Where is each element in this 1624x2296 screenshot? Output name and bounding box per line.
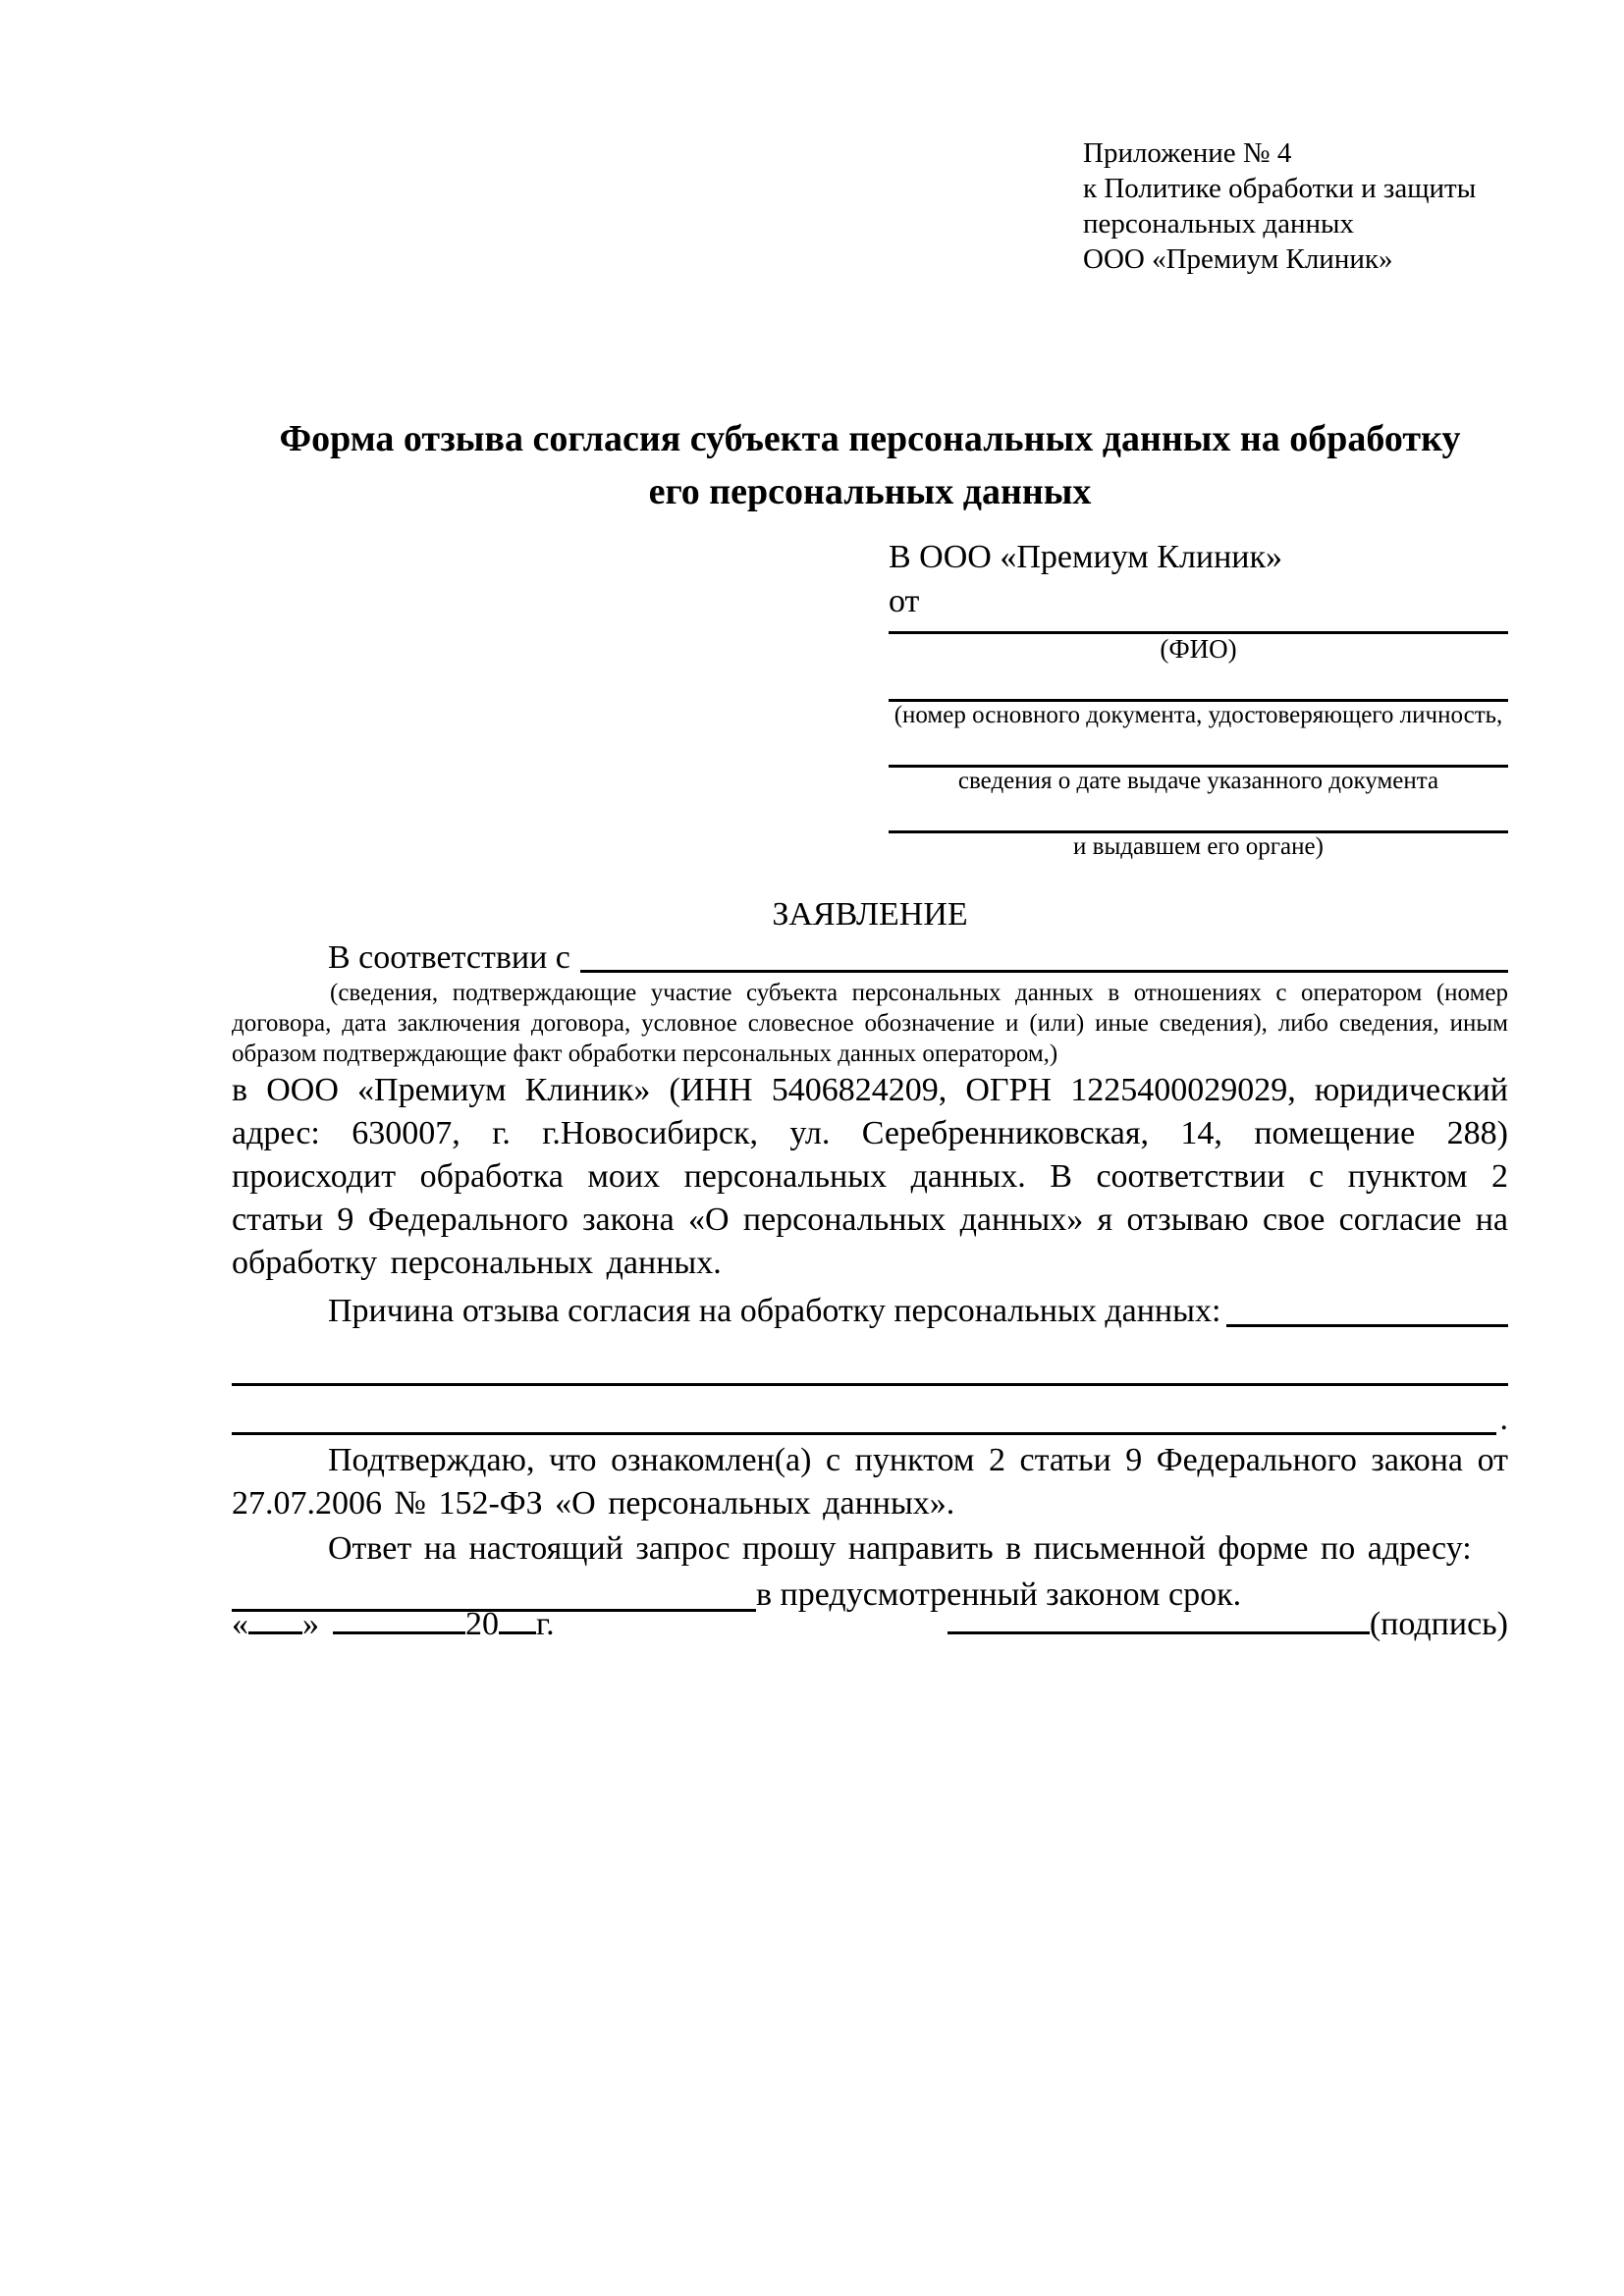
document-number-label: (номер основного документа, удостоверяющего личность, bbox=[893, 702, 1503, 728]
date-close-quote: » bbox=[302, 1606, 319, 1642]
reason-row bbox=[232, 1289, 1508, 1332]
issuing-authority-field bbox=[889, 830, 1508, 861]
appendix-line-1: Приложение № 4 bbox=[1083, 137, 1292, 169]
addressee-block bbox=[889, 535, 1508, 861]
page-title bbox=[232, 412, 1508, 518]
date-month-blank bbox=[333, 1602, 465, 1634]
date-year-suffix: г. bbox=[536, 1606, 555, 1642]
reply-tail: в предусмотренный законом срок. bbox=[756, 1576, 1242, 1613]
page-title-line-1: Форма отзыва согласия субъекта персональных данных на обработку bbox=[279, 418, 1461, 459]
issue-date-field bbox=[889, 765, 1508, 795]
signature-underline bbox=[947, 1602, 1370, 1634]
intro-label: В соответствии с bbox=[328, 939, 570, 976]
reason-underline-2 bbox=[232, 1432, 1496, 1435]
reason-label: Причина отзыва согласия на обработку персональных данных: bbox=[328, 1293, 1221, 1329]
page-title-line-2: его персональных данных bbox=[648, 471, 1092, 512]
statement-heading: ЗАЯВЛЕНИЕ bbox=[772, 896, 968, 933]
date-open-quote: « bbox=[232, 1606, 248, 1642]
appendix-line-3: персональных данных bbox=[1083, 208, 1355, 240]
appendix-header bbox=[1083, 135, 1476, 277]
reason-underline bbox=[1226, 1324, 1508, 1327]
date-signature-row bbox=[232, 1602, 1508, 1645]
date-year-prefix: 20 bbox=[465, 1606, 499, 1642]
blank-line-period: . bbox=[1499, 1401, 1508, 1437]
signature-field bbox=[947, 1602, 1508, 1645]
addressee-to: В ООО «Премиум Клиник» bbox=[889, 539, 1283, 575]
reason-blank-line-2 bbox=[232, 1386, 1508, 1437]
fio-field bbox=[889, 631, 1508, 664]
statement-section bbox=[232, 893, 1508, 1616]
fio-label: (ФИО) bbox=[1160, 634, 1237, 664]
main-paragraph: в ООО «Премиум Клиник» (ИНН 5406824209, ОГРН 1225400029029, юридический адрес: 630007, г. г.Новосибирск, ул. Серебренниковская, 14, помещение 288) происходит обработка моих персональных данных. В соответствии с пунктом 2 статьи 9 Федерального закона «О персональных данных» я отзываю свое согласие на обработку персональных данных. bbox=[232, 1072, 1508, 1281]
issue-date-label: сведения о дате выдаче указанного документа bbox=[957, 768, 1439, 794]
reason-blank-line-1 bbox=[232, 1332, 1508, 1386]
signature-label: (подпись) bbox=[1369, 1606, 1508, 1642]
issuing-authority-label: и выдавшем его органе) bbox=[1073, 833, 1324, 860]
document-number-field bbox=[889, 699, 1508, 729]
intro-underline bbox=[580, 970, 1508, 973]
date-day-blank bbox=[248, 1602, 302, 1634]
footnote-text: (сведения, подтверждающие участие субъекта персональных данных в отношениях с оператором (номер договора, дата заключения договора, условное словесное обозначение и (или) иные сведения), либо сведения, иным образом подтверждающие факт обработки персональных данных оператором,) bbox=[232, 980, 1508, 1067]
appendix-line-2: к Политике обработки и защиты bbox=[1083, 173, 1477, 204]
date-year-blank bbox=[499, 1602, 536, 1634]
addressee-from: от bbox=[889, 583, 920, 619]
date-field bbox=[232, 1602, 555, 1645]
appendix-line-4: ООО «Премиум Клиник» bbox=[1083, 243, 1393, 275]
confirmation-paragraph: Подтверждаю, что ознакомлен(а) с пунктом 2 статьи 9 Федерального закона от 27.07.2006 № 152-ФЗ «О персональных данных». bbox=[232, 1442, 1508, 1522]
reply-paragraph: Ответ на настоящий запрос прошу направить в письменной форме по адресу: bbox=[328, 1530, 1472, 1567]
intro-row bbox=[232, 936, 1508, 978]
